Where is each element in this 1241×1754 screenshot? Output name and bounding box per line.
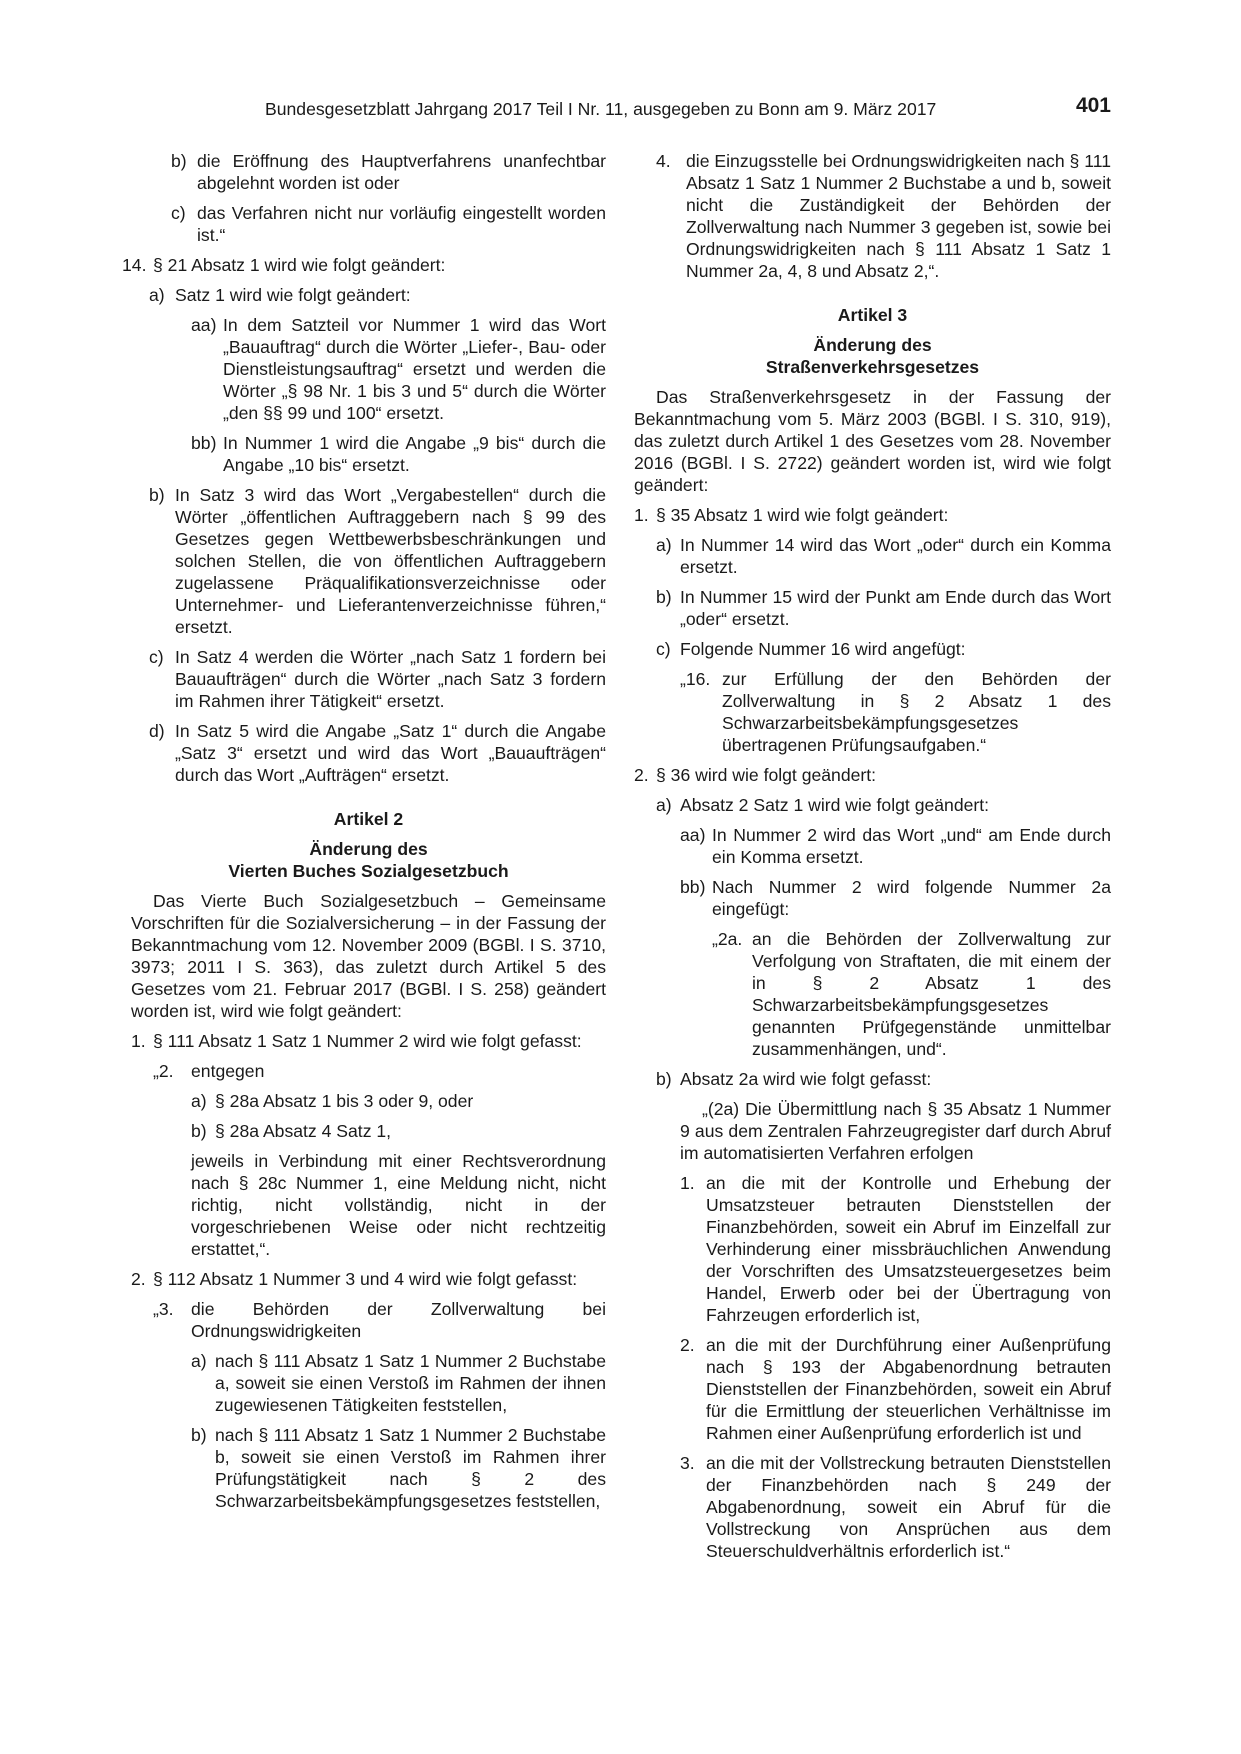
article-3-heading: Artikel 3 xyxy=(837,305,908,325)
list-item: a) In Nummer 14 wird das Wort „oder“ durch ein Komma ersetzt. xyxy=(656,535,1111,577)
article-3-title-line1: Änderung des xyxy=(813,335,932,355)
article-2-heading: Artikel 2 xyxy=(333,809,404,829)
list-item: c) das Verfahren nicht nur vorläufig eingestellt worden ist.“ xyxy=(171,203,606,245)
list-item: bb) Nach Nummer 2 wird folgende Nummer 2a eingefügt: xyxy=(680,877,1111,919)
article-2-intro: Das Vierte Buch Sozialgesetzbuch – Gemeinsame Vorschriften für die Sozialversicherung – in der Fassung der Bekanntmachung vom 12. November 2009 (BGBl. I S. 3710, 3973; 2011 I S. 363), das zuletzt durch Artikel 5 des Gesetzes vom 21. Februar 2017 (BGBl. I S. 258) geändert worden ist, wird wie folgt geändert: xyxy=(131,891,606,1021)
list-item: b) Absatz 2a wird wie folgt gefasst: xyxy=(656,1069,932,1089)
list-item: „2a. an die Behörden der Zollverwaltung zur Verfolgung von Straftaten, die mit einem der in § 2 Absatz 1 des Schwarzarbeitsbekämpfungsgesetzes genannten Prüfgegenstände unmittelbar zusammenhängen, und“. xyxy=(712,929,1111,1059)
paragraph: „(2a) Die Übermittlung nach § 35 Absatz 1 Nummer 9 aus dem Zentralen Fahrzeugregister darf durch Abruf im automatisierten Verfahren erfolgen xyxy=(680,1099,1111,1163)
list-item: 1. § 35 Absatz 1 wird wie folgt geändert: xyxy=(634,505,949,525)
list-item: „16. zur Erfüllung der den Behörden der Zollverwaltung in § 2 Absatz 1 des Schwarzarbeitsbekämpfungsgesetzes übertragenen Prüfungsaufgaben.“ xyxy=(680,669,1111,755)
right-column xyxy=(634,150,1111,1570)
list-item: 4. die Einzugsstelle bei Ordnungswidrigkeiten nach § 111 Absatz 1 Satz 1 Nummer 2 Buchstabe a und b, soweit nicht die Zuständigkeit der Behörden der Zollverwaltung nach Nummer 3 gegeben ist, sowie bei Ordnungswidrigkeiten nach § 111 Absatz 1 Satz 1 Nummer 2a, 4, 8 und Absatz 2,“. xyxy=(656,151,1111,281)
gazette-title: Bundesgesetzblatt Jahrgang 2017 Teil I Nr. 11, ausgegeben zu Bonn am 9. März 2017 xyxy=(265,99,937,119)
article-3-intro: Das Straßenverkehrsgesetz in der Fassung der Bekanntmachung vom 5. März 2003 (BGBl. I S. 310, 919), das zuletzt durch Artikel 1 des Gesetzes vom 28. November 2016 (BGBl. I S. 2722) geändert worden ist, wird wie folgt geändert: xyxy=(634,387,1111,495)
list-item: 14. § 21 Absatz 1 wird wie folgt geändert: xyxy=(122,255,446,275)
list-item: a) § 28a Absatz 1 bis 3 oder 9, oder xyxy=(191,1091,474,1111)
list-item: b) nach § 111 Absatz 1 Satz 1 Nummer 2 Buchstabe b, soweit sie einen Verstoß im Rahmen ihrer Prüfungstätigkeit nach § 2 des Schwarzarbeitsbekämpfungsgesetzes feststellen, xyxy=(191,1425,606,1511)
page-header xyxy=(131,94,1111,124)
list-item: 2. an die mit der Durchführung einer Außenprüfung nach § 193 der Abgabenordnung betrauten Dienststellen der Finanzbehörden, soweit ein Abruf für die Ermittlung der steuerlichen Verhältnisse im Rahmen einer Außenprüfung erforderlich ist und xyxy=(680,1335,1111,1443)
list-item: 2. § 112 Absatz 1 Nummer 3 und 4 wird wie folgt gefasst: xyxy=(131,1269,578,1289)
list-item: b) die Eröffnung des Hauptverfahrens unanfechtbar abgelehnt worden ist oder xyxy=(171,151,606,193)
list-item: a) nach § 111 Absatz 1 Satz 1 Nummer 2 Buchstabe a, soweit sie einen Verstoß im Rahmen der ihnen zugewiesenen Tätigkeiten feststellen, xyxy=(191,1351,606,1415)
article-2-title-line2: Vierten Buches Sozialgesetzbuch xyxy=(228,861,509,881)
list-item: b) § 28a Absatz 4 Satz 1, xyxy=(191,1121,392,1141)
paragraph: jeweils in Verbindung mit einer Rechtsverordnung nach § 28c Nummer 1, eine Meldung nicht, nicht richtig, nicht vollständig, nicht in der vorgeschriebenen Weise oder nicht rechtzeitig erstattet,“. xyxy=(191,1151,606,1259)
list-item: 2. § 36 wird wie folgt geändert: xyxy=(634,765,877,785)
article-2-title-line1: Änderung des xyxy=(309,839,428,859)
list-item: „3. die Behörden der Zollverwaltung bei Ordnungswidrigkeiten xyxy=(153,1299,606,1341)
list-item: 1. an die mit der Kontrolle und Erhebung der Umsatzsteuer betrauten Dienststellen der Finanzbehörden, soweit ein Abruf im Einzelfall zur Verhinderung einer missbräuchlichen Anwendung der Vorschriften des Umsatzsteuergesetzes beim Handel, Erwerb oder bei der Übertragung von Fahrzeugen erforderlich ist, xyxy=(680,1173,1111,1325)
list-item: bb) In Nummer 1 wird die Angabe „9 bis“ durch die Angabe „10 bis“ ersetzt. xyxy=(191,433,606,475)
page-number: 401 xyxy=(1075,94,1111,117)
list-item: b) In Satz 3 wird das Wort „Vergabestellen“ durch die Wörter „öffentlichen Auftraggebern nach § 99 des Gesetzes gegen Wettbewerbsbeschränkungen und solchen Stellen, die von öffentlichen Auftraggebern zugelassene Präqualifikationsverzeichnisse oder Unternehmer- und Lieferantenverzeichnisse führen,“ ersetzt. xyxy=(149,485,606,637)
list-item: 1. § 111 Absatz 1 Satz 1 Nummer 2 wird wie folgt gefasst: xyxy=(131,1031,582,1051)
list-item: d) In Satz 5 wird die Angabe „Satz 1“ durch die Angabe „Satz 3“ ersetzt und wird das Wort „Bauaufträgen“ durch das Wort „Aufträgen“ ersetzt. xyxy=(149,721,606,785)
list-item: b) In Nummer 15 wird der Punkt am Ende durch das Wort „oder“ ersetzt. xyxy=(656,587,1111,629)
list-item: aa) In Nummer 2 wird das Wort „und“ am Ende durch ein Komma ersetzt. xyxy=(680,825,1111,867)
left-column xyxy=(122,150,606,1520)
article-3-title-line2: Straßenverkehrsgesetzes xyxy=(765,357,980,377)
list-item: 3. an die mit der Vollstreckung betrauten Dienststellen der Finanzbehörden nach § 249 der Abgabenordnung, soweit ein Abruf für die Vollstreckung von Ansprüchen aus dem Steuerschuldverhältnis erforderlich ist.“ xyxy=(680,1453,1111,1561)
list-item: c) In Satz 4 werden die Wörter „nach Satz 1 fordern bei Bauaufträgen“ durch die Wörter „nach Satz 3 fordern im Rahmen ihrer Tätigkeit“ ersetzt. xyxy=(149,647,606,711)
list-item: c) Folgende Nummer 16 wird angefügt: xyxy=(656,639,966,659)
list-item: aa) In dem Satzteil vor Nummer 1 wird das Wort „Bauauftrag“ durch die Wörter „Liefer-, Bau- oder Dienstleistungsauftrag“ ersetzt und werden die Wörter „§ 98 Nr. 1 bis 3 und 5“ durch die Wörter „den §§ 99 und 100“ ersetzt. xyxy=(191,315,606,423)
list-item: a) Absatz 2 Satz 1 wird wie folgt geändert: xyxy=(656,795,990,815)
list-item: a) Satz 1 wird wie folgt geändert: xyxy=(149,285,411,305)
list-item: „2. entgegen xyxy=(153,1061,265,1081)
